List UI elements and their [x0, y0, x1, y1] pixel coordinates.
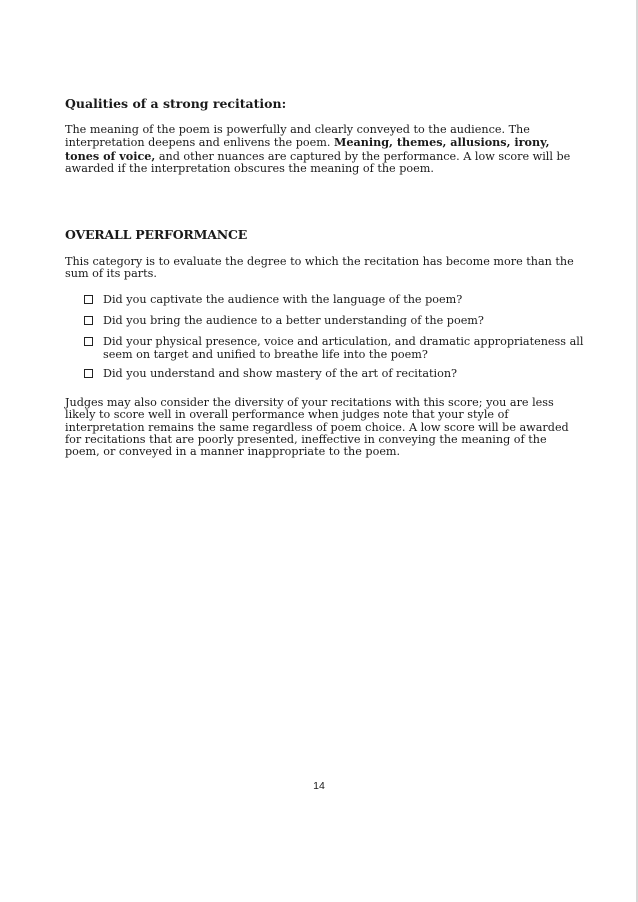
checklist-item [84, 294, 584, 306]
section-heading-overall-performance: OVERALL PERFORMANCE [65, 227, 248, 242]
performance-checklist [84, 294, 584, 389]
judges-note-paragraph: Judges may also consider the diversity of your recitations with this score; you are less likely to score well in overall performance when judges note that your style of interpretation remains the same regardless of poem choice. A low score will be awarded for recitations that are poorly presented, ineffective in conveying the meaning of the poem, or conveyed in a manner inappropriate to the poem. [65, 396, 569, 459]
checkbox-icon [84, 316, 93, 325]
checklist-item-text: Did you captivate the audience with the language of the poem? [103, 293, 463, 306]
paragraph-text-start: The meaning of the poem is powerfully and clearly conveyed to the audience. The interpretation deepens and enlivens the poem. [65, 123, 530, 150]
checkbox-icon [84, 337, 93, 346]
checklist-item [84, 368, 584, 380]
paragraph-text-end: and other nuances are captured by the performance. A low score will be awarded if the interpretation obscures the meaning of the poem. [65, 149, 571, 175]
checklist-item-text: Did you bring the audience to a better understanding of the poem? [103, 314, 484, 328]
section-heading-strong-recitation: Qualities of a strong recitation: [65, 96, 287, 111]
checklist-item-text: Did you understand and show mastery of the art of recitation? [103, 366, 458, 380]
page-number: 14 [313, 780, 325, 792]
checklist-item [84, 315, 584, 327]
overall-performance-intro: This category is to evaluate the degree to which the recitation has become more than the sum of its parts. [65, 255, 574, 281]
checklist-item-text: Did your physical presence, voice and articulation, and dramatic appropriateness all seem on target and unified to breathe life into the poem? [103, 335, 584, 361]
paragraph-bold-text: Meaning, themes, allusions, irony, tones of voice, [65, 135, 550, 163]
checklist-item [84, 336, 584, 360]
checkbox-icon [84, 295, 93, 304]
checkbox-icon [84, 369, 93, 378]
strong-recitation-paragraph [65, 124, 575, 175]
